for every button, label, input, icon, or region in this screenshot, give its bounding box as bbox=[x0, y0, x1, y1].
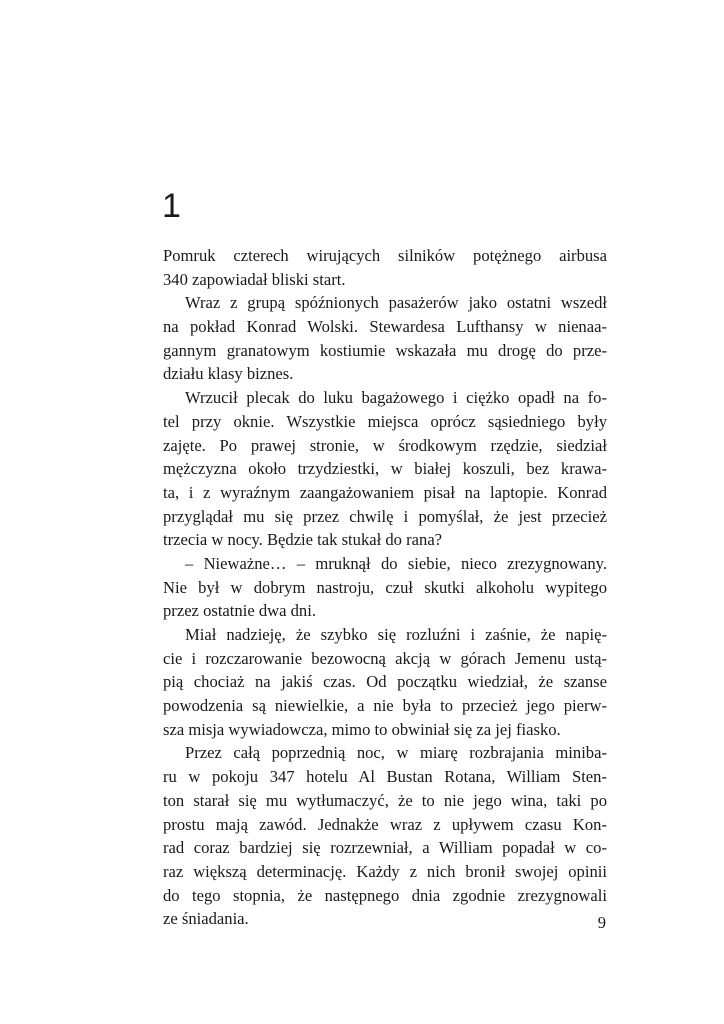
text-line: działu klasy biznes. bbox=[163, 364, 294, 384]
text-line: – Nieważne… – mruknął do siebie, nieco zrezygnowany. bbox=[185, 553, 607, 573]
text-line: pią chociaż na jakiś czas. Od początku wiedział, że szanse bbox=[163, 672, 607, 692]
text-line: tel przy oknie. Wszystkie miejsca oprócz sąsiedniego były bbox=[163, 411, 607, 431]
text-line: gannym granatowym kostiumie wskazała mu drogę do prze- bbox=[163, 340, 607, 360]
text-line: Nie był w dobrym nastroju, czuł skutki alkoholu wypitego bbox=[163, 577, 607, 597]
text-line: przyglądał mu się przez chwilę i pomyślał, że jest przecież bbox=[163, 506, 607, 526]
text-line: rad coraz bardziej się rozrzewniał, a William popadał w co- bbox=[163, 838, 607, 858]
text-line: sza misja wywiadowcza, mimo to obwiniał się za jej fiasko. bbox=[163, 719, 561, 739]
text-line: do tego stopnia, że następnego dnia zgodnie zrezygnowali bbox=[163, 885, 607, 905]
text-line: prostu mają zawód. Jednakże wraz z upływem czasu Kon- bbox=[163, 814, 607, 834]
text-line: ta, i z wyraźnym zaangażowaniem pisał na laptopie. Konrad bbox=[163, 482, 607, 502]
text-line: zajęte. Po prawej stronie, w środkowym rzędzie, siedział bbox=[163, 435, 607, 455]
page-number: 9 bbox=[597, 913, 606, 932]
text-line: ton starał się mu wytłumaczyć, że to nie jego wina, taki po bbox=[163, 790, 607, 810]
text-line: trzecia w nocy. Będzie tak stukał do rana? bbox=[163, 530, 443, 550]
text-line: przez ostatnie dwa dni. bbox=[163, 601, 316, 621]
text-line: Pomruk czterech wirujących silników potężnego airbusa bbox=[163, 246, 607, 265]
text-line: Wraz z grupą spóźnionych pasażerów jako ostatni wszedł bbox=[185, 293, 607, 313]
text-line: ze śniadania. bbox=[163, 909, 249, 929]
text-line: powodzenia są niewielkie, a nie była to przecież jego pierw- bbox=[163, 696, 607, 716]
text-line: raz większą determinację. Każdy z nich bronił swojej opinii bbox=[163, 861, 607, 881]
text-line: Przez całą poprzednią noc, w miarę rozbrajania miniba- bbox=[185, 743, 607, 763]
text-line: Wrzucił plecak do luku bagażowego i ciężko opadł na fo- bbox=[185, 388, 607, 408]
text-line: mężczyzna około trzydziestki, w białej koszuli, bez krawa- bbox=[163, 459, 607, 479]
text-line: 340 zapowiadał bliski start. bbox=[163, 269, 346, 289]
chapter-number: 1 bbox=[162, 187, 181, 225]
text-line: na pokład Konrad Wolski. Stewardesa Lufthansy w nienaa- bbox=[163, 317, 607, 337]
text-line: Miał nadzieję, że szybko się rozluźni i zaśnie, że napię- bbox=[185, 625, 607, 644]
body-text bbox=[163, 244, 607, 931]
text-line: cie i rozczarowanie bezowocną akcją w górach Jemenu ustą- bbox=[163, 648, 607, 668]
text-line: ru w pokoju 347 hotelu Al Bustan Rotana, William Sten- bbox=[163, 767, 607, 787]
